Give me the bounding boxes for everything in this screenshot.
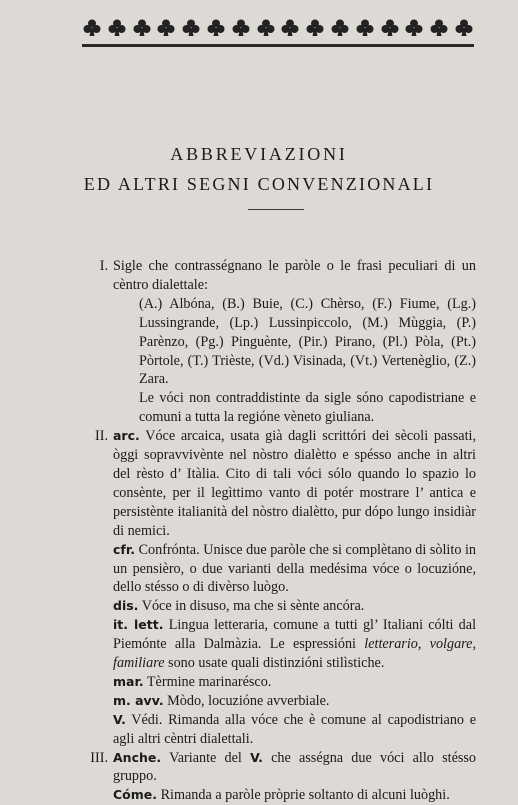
section-number: II. xyxy=(95,428,108,445)
club-ornament-icon xyxy=(280,18,300,38)
abbreviation-definition: Confrónta. Unisce due paròle che si complètano di sòlito in un pensièro, o due varianti della medésima vóce o locuzióne, dello stésso o di divèrso luògo. xyxy=(113,541,477,596)
section-body xyxy=(113,257,476,427)
abbreviation-definition-italic: letterario, volgare, familiare xyxy=(113,636,477,672)
club-ornament-icon xyxy=(454,18,474,38)
title-divider xyxy=(248,209,304,210)
section-3 xyxy=(80,749,476,805)
abbreviation-definition: Védi. Rimanda alla vóce che è comune al capodistriano e agli altri cèntri dialettali. xyxy=(113,711,476,747)
abbreviation-term: Anche. xyxy=(113,749,162,765)
page-title: ABBREVIAZIONI xyxy=(170,144,348,164)
ornament-rule xyxy=(82,44,474,47)
abbreviation-definition: Variante del xyxy=(169,749,242,766)
abbreviation-definition: Tèrmine marinarésco. xyxy=(146,673,272,690)
abbreviation-term: dis. xyxy=(113,598,139,614)
entry-m-avv xyxy=(113,692,476,711)
club-ornament-icon xyxy=(429,18,449,38)
club-ornament-icon xyxy=(404,18,424,38)
abbreviation-term: V. xyxy=(113,711,126,727)
abbreviation-term: Cóme. xyxy=(113,787,158,803)
section-body xyxy=(113,749,476,805)
section-number: III. xyxy=(90,749,108,766)
abbreviation-definition: Rimanda a paròle pròprie soltanto di alcuni luòghi. xyxy=(160,787,450,804)
entry-arc xyxy=(113,427,476,540)
section-note: Le vóci non contraddistinte da sigle sóno capodistriane e comuni a tutta la regióne vèneto giuliana. xyxy=(139,390,476,426)
club-ornament-icon xyxy=(132,18,152,38)
abbreviations-list xyxy=(80,257,476,805)
entry-anche xyxy=(113,749,476,787)
entry-mar xyxy=(113,673,476,692)
abbreviation-term: cfr. xyxy=(113,541,135,557)
abbreviation-term: it. lett. xyxy=(113,617,164,633)
abbreviation-definition: che asségna due vóci allo stésso gruppo. xyxy=(113,749,476,785)
entry-cfr xyxy=(113,541,476,598)
club-ornament-icon xyxy=(355,18,375,38)
section-body xyxy=(113,427,476,748)
abbreviation-term: mar. xyxy=(113,673,144,689)
entry-it-lett xyxy=(113,616,476,673)
abbreviation-definition: Vóce in disuso, ma che si sènte ancóra. xyxy=(141,598,365,615)
place-sigla-list: (A.) Albóna, (B.) Buie, (C.) Chèrso, (F.) Fiume, (Lg.) Lussingrande, (Lp.) Lussinpiccolo, (M.) Mùggia, (P.) Parènzo, (Pg.) Pinguènte, (Pir.) Pirano, (Pl.) Pòla, (Pt.) Pòrtole, (T.) Trièste, (Vd.) Visinada, (Vt.) Vertenèglio, (Z.) Zara. xyxy=(139,295,476,388)
entry-come xyxy=(113,786,476,805)
club-ornament-icon xyxy=(256,18,276,38)
abbreviation-term: arc. xyxy=(113,428,140,444)
abbreviation-definition: sono usate quali distinzióni stilìstiche. xyxy=(168,655,385,672)
club-ornament-icon xyxy=(330,18,350,38)
club-ornament-icon xyxy=(181,18,201,38)
abbreviation-definition: Lingua letteraria, comune a tutti gl’ Italiani cólti dal Piemónte alla Dalmàzia. Le espressióni xyxy=(113,617,477,653)
abbreviation-reference: V. xyxy=(250,749,263,765)
club-ornament-icon xyxy=(305,18,325,38)
section-number: I. xyxy=(99,258,108,274)
entry-v xyxy=(113,711,476,749)
club-ornament-icon xyxy=(156,18,176,38)
section-1 xyxy=(80,257,476,427)
club-ornament-icon xyxy=(231,18,251,38)
club-ornament-icon xyxy=(107,18,127,38)
abbreviation-definition: Mòdo, locuzióne avverbiale. xyxy=(167,692,330,709)
section-intro: Sigle che contrasségnano le paròle o le frasi peculiari di un cèntro dialettale: xyxy=(113,258,476,293)
page-subtitle: ED ALTRI SEGNI CONVENZIONALI xyxy=(83,174,435,194)
club-ornament-icon xyxy=(206,18,226,38)
section-2 xyxy=(80,427,476,748)
abbreviation-term: m. avv. xyxy=(113,692,164,708)
club-ornament-icon xyxy=(82,18,102,38)
ornament-band xyxy=(82,15,474,41)
entry-dis xyxy=(113,597,476,616)
abbreviation-definition: Vóce arcaica, usata già dagli scrittóri dei sècoli passati, òggi sopravvivènte nel nòstro dialètto e spésso anche in altri del rèsto d’ Itàlia. Cito di tali vóci sólo quando lo spazio lo consènte, per il legìttimo vanto di potér mostrare l’ antica e persistènte italianità del nòstro dialètto, pur dópo lungo insidiàr di nemici. xyxy=(113,428,476,539)
club-ornament-icon xyxy=(380,18,400,38)
